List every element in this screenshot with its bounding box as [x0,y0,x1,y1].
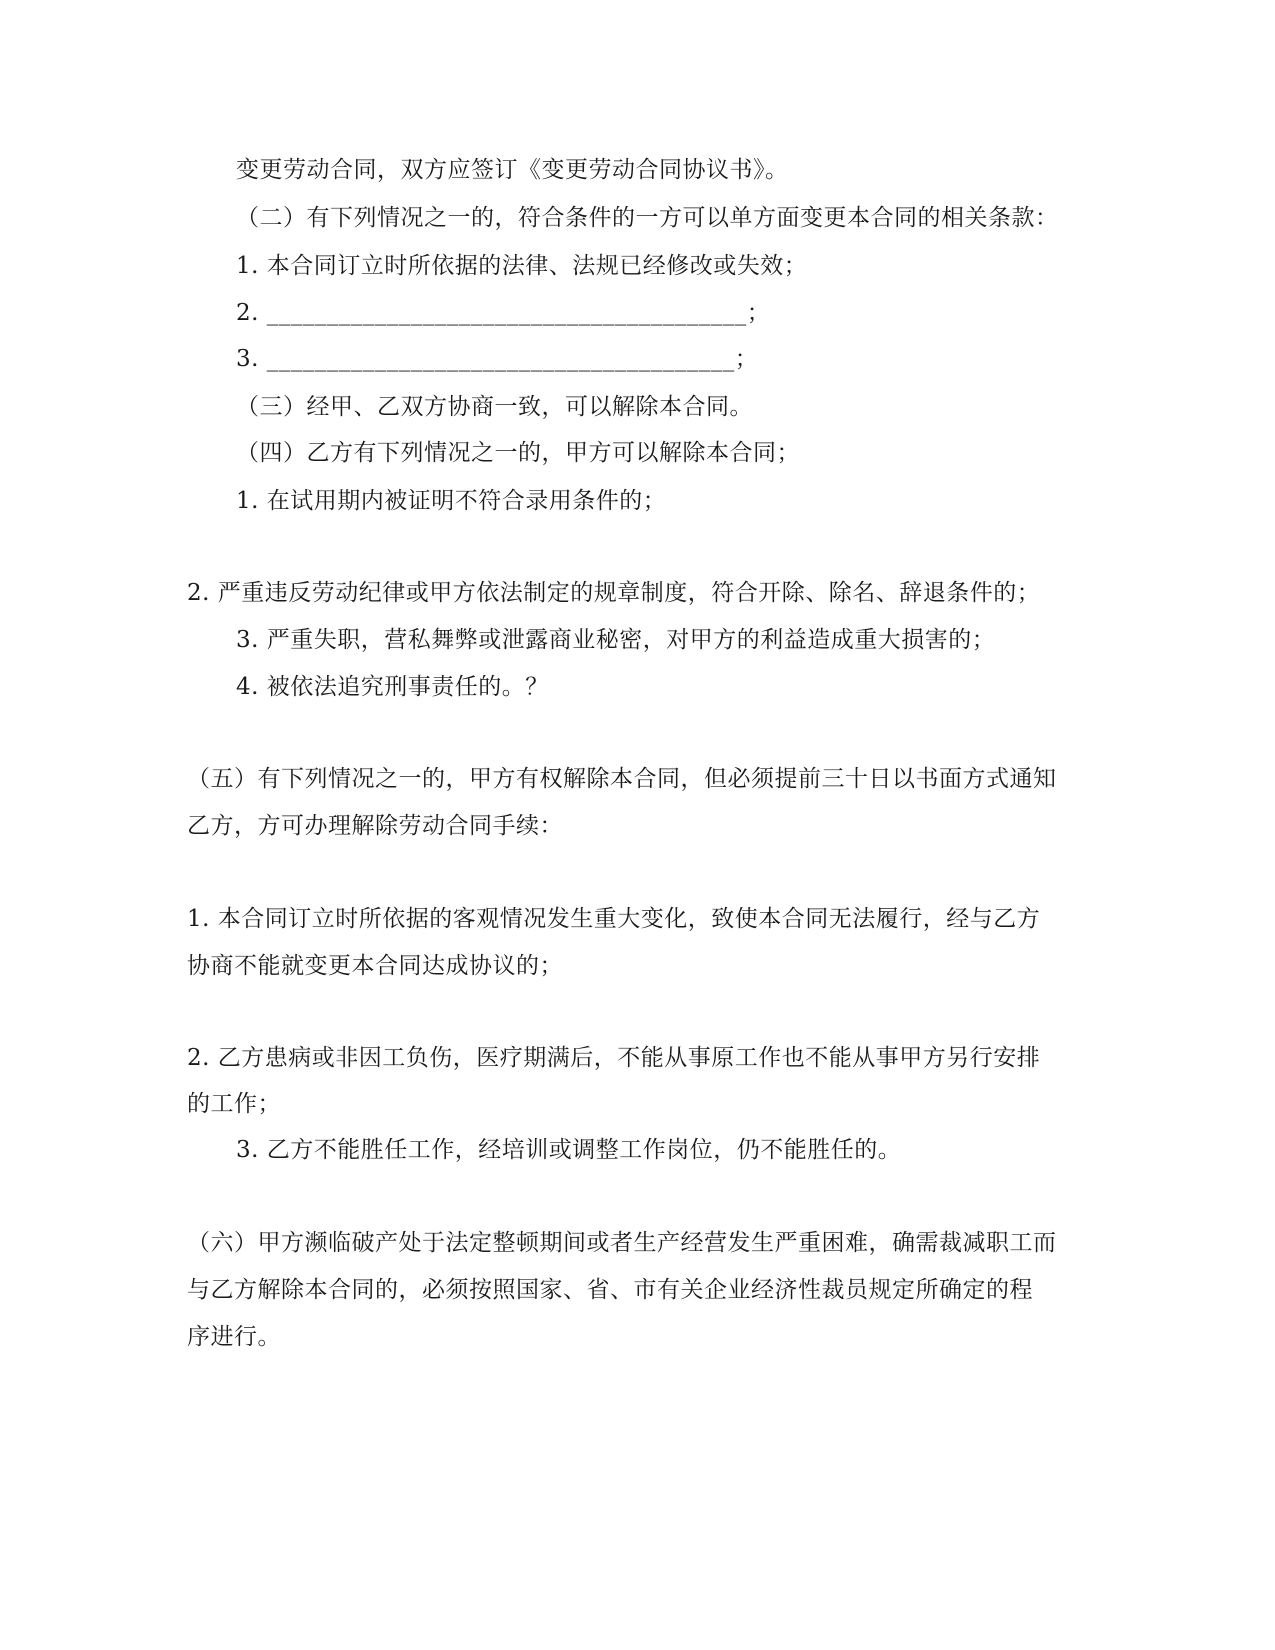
text-line: 序进行。 [187,1324,281,1350]
text-line: （五）有下列情况之一的，甲方有权解除本合同，但必须提前三十日以书面方式通知 [187,766,1057,792]
text-line: 乙方，方可办理解除劳动合同手续： [187,813,563,839]
text-line: 1. 本合同订立时所依据的客观情况发生重大变化，致使本合同无法履行，经与乙方 [187,906,1041,932]
text-line: 2. 乙方患病或非因工负伤，医疗期满后，不能从事原工作也不能从事甲方另行安排 [187,1045,1041,1071]
text-line: （六）甲方濒临破产处于法定整顿期间或者生产经营发生严重困难，确需裁减职工而 [187,1230,1057,1256]
blank-fill-line: 3. _______________________________________； [236,346,759,372]
text-line: 2. 严重违反劳动纪律或甲方依法制定的规章制度，符合开除、除名、辞退条件的； [187,580,1041,606]
text-line: 的工作； [187,1091,281,1117]
text-line: 协商不能就变更本合同达成协议的； [187,953,563,979]
text-line: （三）经甲、乙双方协商一致，可以解除本合同。 [236,394,753,420]
text-line: 3. 乙方不能胜任工作，经培训或调整工作岗位，仍不能胜任的。 [236,1137,902,1163]
text-line: 4. 被依法追究刑事责任的。？ [236,674,549,700]
text-line: （四）乙方有下列情况之一的，甲方可以解除本合同； [236,440,800,466]
text-line: 1. 在试用期内被证明不符合录用条件的； [236,488,667,514]
text-line: 与乙方解除本合同的，必须按照国家、省、市有关企业经济性裁员规定所确定的程 [187,1277,1033,1303]
text-line: （二）有下列情况之一的，符合条件的一方可以单方面变更本合同的相关条款： [236,205,1059,231]
text-line: 变更劳动合同，双方应签订《变更劳动合同协议书》。 [236,157,789,183]
blank-fill-line: 2. ________________________________________； [236,300,771,326]
text-line: 3. 严重失职，营私舞弊或泄露商业秘密，对甲方的利益造成重大损害的； [236,627,996,653]
text-line: 1. 本合同订立时所依据的法律、法规已经修改或失效； [236,253,808,279]
